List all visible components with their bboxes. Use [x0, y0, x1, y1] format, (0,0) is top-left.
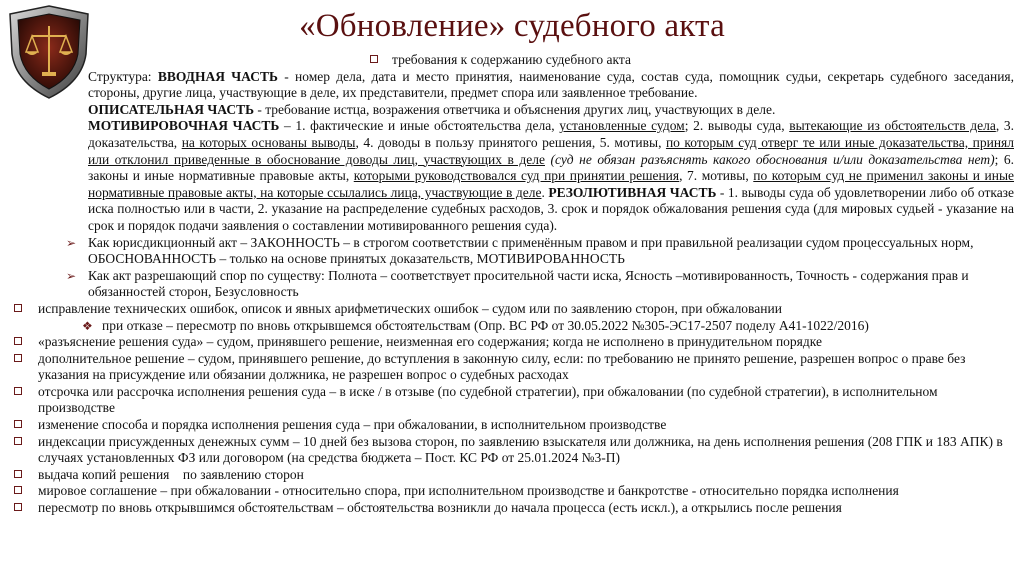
square-bullet-icon [14, 434, 24, 444]
slide-content [14, 52, 1014, 517]
arrow-bullet-icon: ➢ [66, 268, 77, 283]
arrow-item: ➢ Как юрисдикционный акт – ЗАКОННОСТЬ – в строгом соответствии с применённым правом и при правильной реализации судом процессуальных норм, ОБОСНОВАННОСТЬ – только на основе принятых доказательств, МОТИВИРОВАННОСТЬ [66, 234, 974, 267]
structure-paragraph: Структура: ВВОДНАЯ ЧАСТЬ - номер дела, дата и место принятия, наименование суда, состав суда, помощник судьи, секретарь судебного заседания, стороны, другие лица, участвующие в деле, их представители, предмет спора или заявленное требование. ОПИСАТЕЛЬНАЯ ЧАСТЬ - требование истца, возражения ответчика и объяснения других лиц, участвующих в деле. МОТИВИРОВОЧНАЯ ЧАСТЬ – 1. фактические и иные обстоятельства дела, установленные судом; 2. выводы суда, вытекающие из обстоятельств дела, 3. доказательства, на которых основаны выводы, 4. доводы в пользу принятого решения, 5. мотивы, по которым суд отверг те или иные доказательства, принял или отклонил приведенные в обоснование доводы лиц, участвующих в деле (суд не обязан разъяснять какого обоснования и/или доказательства нет); 6. законы и иные нормативные правовые акты, которыми руководствовался суд при принятии решения, 7. мотивы, по которым суд не применил законы и иные нормативные правовые акты, на которые ссылались лица, участвующие в деле. РЕЗОЛЮТИВНАЯ ЧАСТЬ - 1. выводы суда об удовлетворении либо об отказе иска полностью или в части, 2. указание на распределение судебных расходов, 3. срок и порядок обжалования решения суда (для мировых судьей - указание на срок и порядок подачи заявления о составлении мотивированного решения суда). [88, 68, 1015, 233]
list-item: индексации присужденных денежных сумм – 10 дней без вызова сторон, по заявлению взыскателя или должника, на день исполнения решения (208 ГПК и 183 АПК) в случаях установленных ФЗ или договором (на средства бюджета – Пост. КС РФ от 25.01.2024 №3-П) [14, 434, 1014, 467]
page-title: «Обновление» судебного акта [299, 8, 725, 44]
motiv-heading: МОТИВИРОВОЧНАЯ ЧАСТЬ [88, 118, 280, 134]
arrow-item: ➢ Как акт разрешающий спор по существу: Полнота – соответствует просительной части иска, Ясность –мотивированность, Точность - содержания прав и обязанностей сторон, Безусловность [66, 267, 969, 300]
list-item: выдача копий решения по заявлению сторон [14, 467, 1014, 484]
arrow-bullet-icon: ➢ [66, 235, 77, 250]
diamond-item: ❖ при отказе – пересмотр по вновь открывшемся обстоятельствам (Опр. ВС РФ от 30.05.2022 №305-ЭС17-2507 поделу А41-1022/2016) [82, 317, 869, 333]
list-item: отсрочка или рассрочка исполнения решения суда – в иске / в отзыве (по судебной стратегии), при обжаловании (по судебной стратегии), в исполнительном производстве [14, 384, 1014, 417]
list-item: изменение способа и порядка исполнения решения суда – при обжаловании, в исполнительном производстве [14, 417, 1014, 434]
square-bullet-icon [370, 52, 380, 62]
list-item: дополнительное решение – судом, принявшего решение, до вступления в законную силу, если: по требованию не принято решение, разрешен вопрос о праве без указания на присуждение или обязании должника, не разрешен вопрос о судебных расходах [14, 351, 1014, 384]
square-bullet-icon [14, 417, 24, 427]
square-bullet-icon [14, 301, 24, 311]
requirements-heading: требования к содержанию судебного акта [14, 52, 1014, 69]
square-bullet-icon [14, 483, 24, 493]
list-item: мировое соглашение – при обжаловании - относительно спора, при исполнительном производстве и банкротстве - относительно порядка исполнения [14, 483, 1014, 500]
diamond-bullet-icon: ❖ [82, 318, 93, 333]
square-bullet-icon [14, 351, 24, 361]
list-item: пересмотр по вновь открывшимся обстоятельствам – обстоятельства возникли до начала процесса (есть искл.), а открылись после решения [14, 500, 1014, 517]
list-item: «разъяснение решения суда» – судом, принявшего решение, неизменная его содержания; когда не исполнено в принудительном порядке [14, 334, 1014, 351]
vvod-heading: ВВОДНАЯ ЧАСТЬ [157, 68, 278, 84]
opis-heading: ОПИСАТЕЛЬНАЯ ЧАСТЬ [88, 101, 254, 117]
rez-heading: РЕЗОЛЮТИВНАЯ ЧАСТЬ [548, 184, 717, 200]
square-bullet-icon [14, 467, 24, 477]
list-item: исправление технических ошибок, описок и явных арифметических ошибок – судом или по заявлению сторон, при обжаловании [14, 301, 1014, 318]
square-bullet-icon [14, 334, 24, 344]
square-bullet-icon [14, 384, 24, 394]
square-bullet-icon [14, 500, 24, 510]
